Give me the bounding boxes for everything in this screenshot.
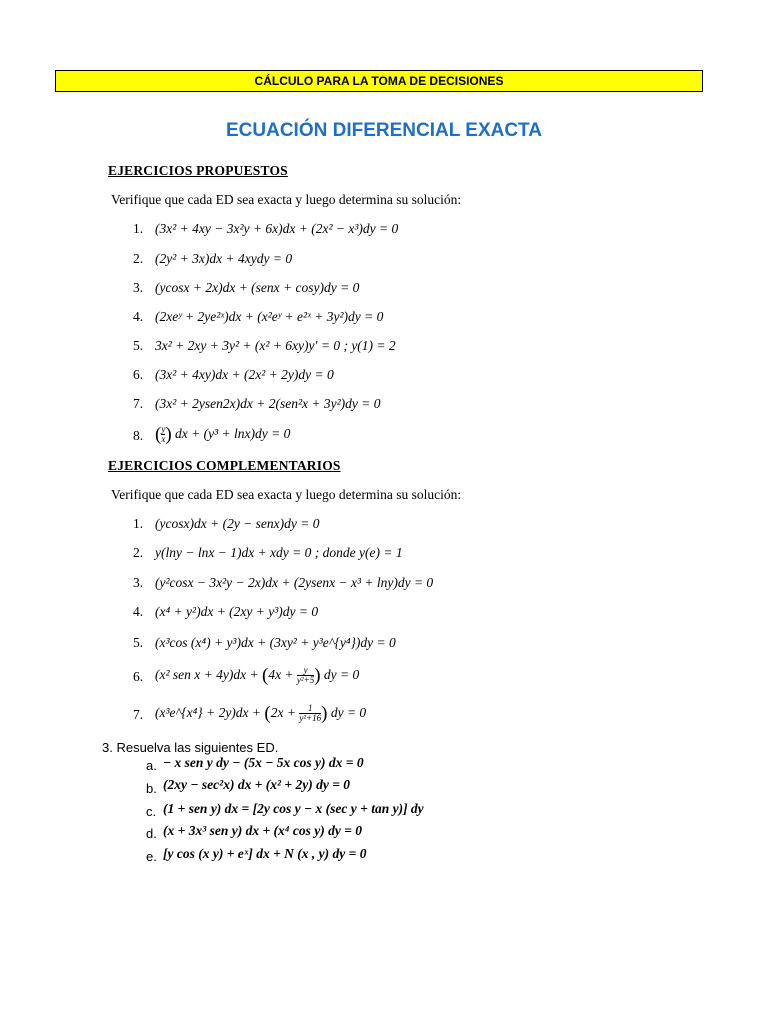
item-letter: b. xyxy=(146,781,157,796)
equation: [y cos (x y) + eˣ] dx + N (x , y) dy = 0 xyxy=(163,846,367,861)
item-number: 7. xyxy=(133,396,144,411)
equation: (3x² + 2ysen2x)dx + 2(sen²x + 3y²)dy = 0 xyxy=(155,396,381,411)
item-letter: a. xyxy=(146,758,157,773)
item-number: 4. xyxy=(133,604,144,619)
item-number: 1. xyxy=(133,221,144,236)
item-number: 3. xyxy=(133,575,144,590)
equation: (x³e^{x⁴} + 2y)dx + (2x + $\frac{1}{\text{y²+16}}$ ) dy = 0 xyxy=(155,703,367,724)
equation: (y²cosx − 3x²y − 2x)dx + (2ysenx − x³ + lny)dy = 0 xyxy=(155,575,434,590)
fraction: $\frac{y}{\text{y²+5}}$ xyxy=(296,665,315,686)
equation: (1 + sen y) dx = [2y cos y − x (sec y + tan y)] dy xyxy=(163,801,424,816)
equation: (2xy − sec²x) dx + (x² + 2y) dy = 0 xyxy=(163,777,351,792)
item-letter: c. xyxy=(146,804,157,819)
item-number: 6. xyxy=(133,367,144,382)
fraction: $\frac{1}{\text{y²+16}}$ xyxy=(299,703,322,724)
item-number: 7. xyxy=(133,707,144,722)
item-number: 2. xyxy=(133,545,144,560)
part3-heading: 3. Resuelva las siguientes ED. xyxy=(102,740,279,755)
item-number: 5. xyxy=(133,338,144,353)
equation: y(lny − lnx − 1)dx + xdy = 0 ; donde y(e) = 1 xyxy=(155,545,403,560)
equation: (2xeʸ + 2ye²ˣ)dx + (x²eʸ + e²ˣ + 3y²)dy = 0 xyxy=(155,309,384,324)
equation: ( $\frac{y}{x}$ ) dx + (y³ + lnx)dy = 0 xyxy=(155,424,291,445)
course-header: CÁLCULO PARA LA TOMA DE DECISIONES xyxy=(55,70,703,92)
fraction: $\frac{y}{x}$ xyxy=(161,424,166,445)
equation: (ycosx + 2x)dx + (senx + cosy)dy = 0 xyxy=(155,280,360,295)
item-number: 6. xyxy=(133,669,144,684)
instruction-propuestos: Verifique que cada ED sea exacta y luego determina su solución: xyxy=(111,192,462,207)
equation: (x + 3x³ sen y) dx + (x⁴ cos y) dy = 0 xyxy=(163,823,363,838)
item-letter: e. xyxy=(146,849,157,864)
equation: (x³cos (x⁴) + y³)dx + (3xy² + y³e^{y⁴})dy = 0 xyxy=(155,635,396,650)
page-title: ECUACIÓN DIFERENCIAL EXACTA xyxy=(226,120,542,141)
item-number: 2. xyxy=(133,251,144,266)
equation: 3x² + 2xy + 3y² + (x² + 6xy)y′ = 0 ; y(1) = 2 xyxy=(155,338,396,353)
equation: (x² sen x + 4y)dx + (4x + $\frac{y}{\text{y²+5}}$ ) dy = 0 xyxy=(155,665,360,686)
item-number: 4. xyxy=(133,309,144,324)
item-number: 8. xyxy=(133,428,144,443)
equation: (ycosx)dx + (2y − senx)dy = 0 xyxy=(155,516,320,531)
equation: − x sen y dy − (5x − 5x cos y) dx = 0 xyxy=(163,755,364,770)
item-number: 3. xyxy=(133,280,144,295)
equation: (2y² + 3x)dx + 4xydy = 0 xyxy=(155,251,293,266)
item-letter: d. xyxy=(146,826,157,841)
instruction-complementarios: Verifique que cada ED sea exacta y luego determina su solución: xyxy=(111,487,462,502)
section-heading-complementarios: EJERCICIOS COMPLEMENTARIOS xyxy=(108,458,341,473)
equation: (3x² + 4xy − 3x²y + 6x)dx + (2x² − x³)dy = 0 xyxy=(155,221,399,236)
item-number: 1. xyxy=(133,516,144,531)
equation: (3x² + 4xy)dx + (2x² + 2y)dy = 0 xyxy=(155,367,334,382)
equation: (x⁴ + y²)dx + (2xy + y³)dy = 0 xyxy=(155,604,319,619)
item-number: 5. xyxy=(133,635,144,650)
section-heading-propuestos: EJERCICIOS PROPUESTOS xyxy=(108,163,288,178)
